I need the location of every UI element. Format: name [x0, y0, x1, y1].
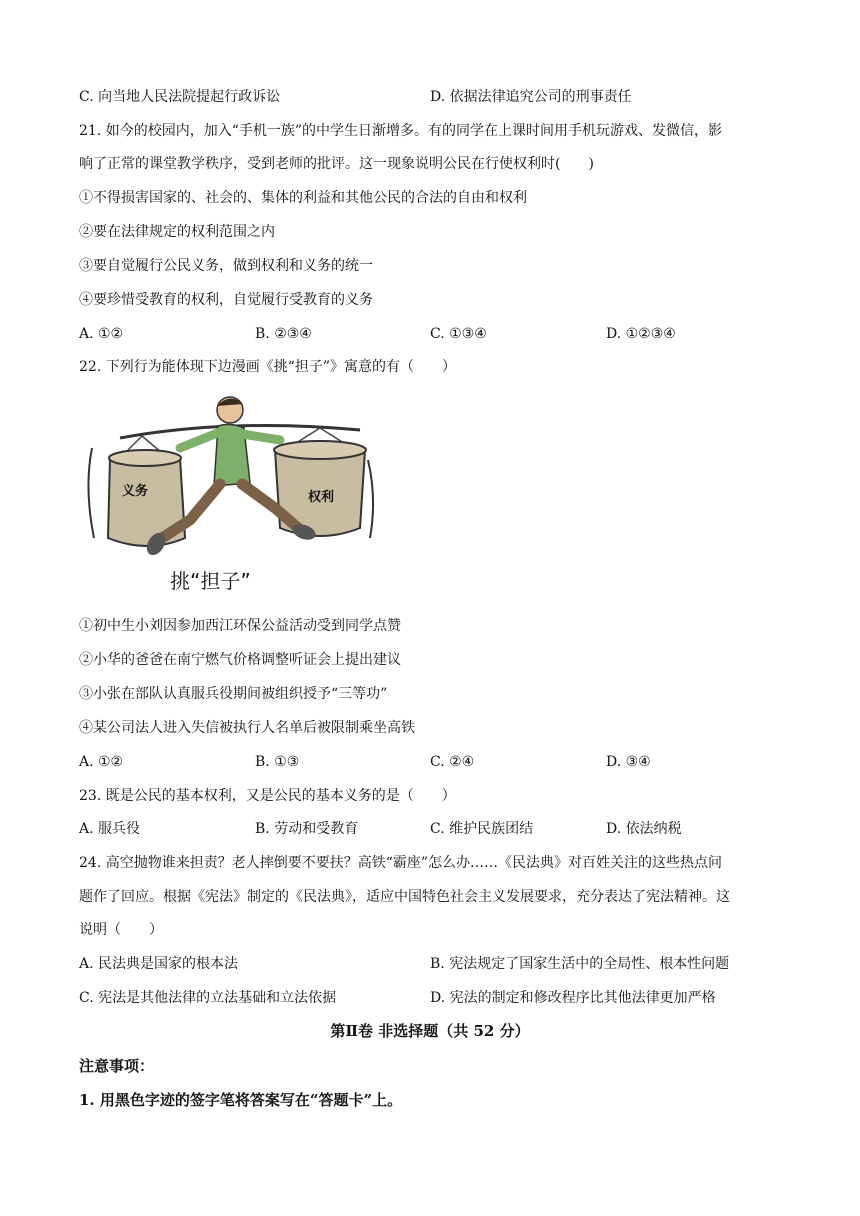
q24-option-d: D. 宪法的制定和修改程序比其他法律更加严格: [430, 990, 716, 1006]
q22-option-d: D. ③④: [606, 754, 651, 770]
q24-stem-line1: 24. 高空抛物谁来担责？老人摔倒要不要扶？高铁“霸座”怎么办……《民法典》对百姓关注的这些热点问: [79, 855, 723, 871]
q20-option-d: D. 依据法律追究公司的刑事责任: [430, 89, 632, 105]
q22-option-c: C. ②④: [430, 754, 475, 770]
q23-stem: 23. 既是公民的基本权利，又是公民的基本义务的是（ ）: [79, 788, 456, 804]
q22-option-a: A. ①②: [79, 754, 124, 770]
q21-statement-4: ④要珍惜受教育的权利，自觉履行受教育的义务: [79, 292, 373, 308]
q21-option-a: A. ①②: [79, 326, 124, 342]
comic-right-basket-label: 权利: [308, 490, 335, 505]
notice-item-1: 1. 用黑色字迹的签字笔将答案写在“答题卡”上。: [79, 1091, 403, 1109]
q23-option-d: D. 依法纳税: [606, 821, 682, 837]
q24-option-a: A. 民法典是国家的根本法: [79, 956, 239, 972]
q21-option-b: B. ②③④: [255, 326, 312, 342]
q21-statement-2: ②要在法律规定的权利范围之内: [79, 224, 275, 240]
part2-title: 第Ⅱ卷 非选择题（共 52 分）: [330, 1022, 530, 1040]
q23-option-a: A. 服兵役: [79, 821, 141, 837]
q22-option-b: B. ①③: [255, 754, 300, 770]
q21-option-d: D. ①②③④: [606, 326, 676, 342]
q22-statement-2: ②小华的爸爸在南宁燃气价格调整听证会上提出建议: [79, 652, 401, 668]
q24-stem-line2: 题作了回应。根据《宪法》制定的《民法典》，适应中国特色社会主义发展要求，充分表达了宪法精神。这: [79, 889, 730, 905]
q22-statement-1: ①初中生小刘因参加西江环保公益活动受到同学点赞: [79, 618, 401, 634]
q24-stem-line3: 说明（ ）: [79, 922, 163, 938]
notice-heading: 注意事项：: [79, 1057, 155, 1075]
q22-statement-3: ③小张在部队认真服兵役期间被组织授予“三等功”: [79, 686, 388, 702]
q23-option-b: B. 劳动和受教育: [255, 821, 359, 837]
q20-option-c: C. 向当地人民法院提起行政诉讼: [79, 89, 281, 105]
q21-statement-1: ①不得损害国家的、社会的、集体的利益和其他公民的合法的自由和权利: [79, 190, 527, 206]
q21-option-c: C. ①③④: [430, 326, 487, 342]
q21-statement-3: ③要自觉履行公民义务，做到权利和义务的统一: [79, 258, 373, 274]
q21-stem-line2: 响了正常的课堂教学秩序，受到老师的批评。这一现象说明公民在行使权利时( ): [79, 156, 594, 172]
q22-statement-4: ④某公司法人进入失信被执行人名单后被限制乘坐高铁: [79, 720, 415, 736]
q24-option-c: C. 宪法是其他法律的立法基础和立法依据: [79, 990, 337, 1006]
q24-option-b: B. 宪法规定了国家生活中的全局性、根本性问题: [430, 956, 730, 972]
comic-left-basket-label: 义务: [122, 484, 149, 499]
q22-stem: 22. 下列行为能体现下边漫画《挑“担子”》寓意的有（ ）: [79, 359, 457, 375]
comic-caption: 挑“担子”: [170, 569, 251, 593]
q23-option-c: C. 维护民族团结: [430, 821, 534, 837]
q21-stem-line1: 21. 如今的校园内，加入“手机一族”的中学生日渐增多。有的同学在上课时间用手机玩游戏、发微信，影: [79, 123, 723, 139]
